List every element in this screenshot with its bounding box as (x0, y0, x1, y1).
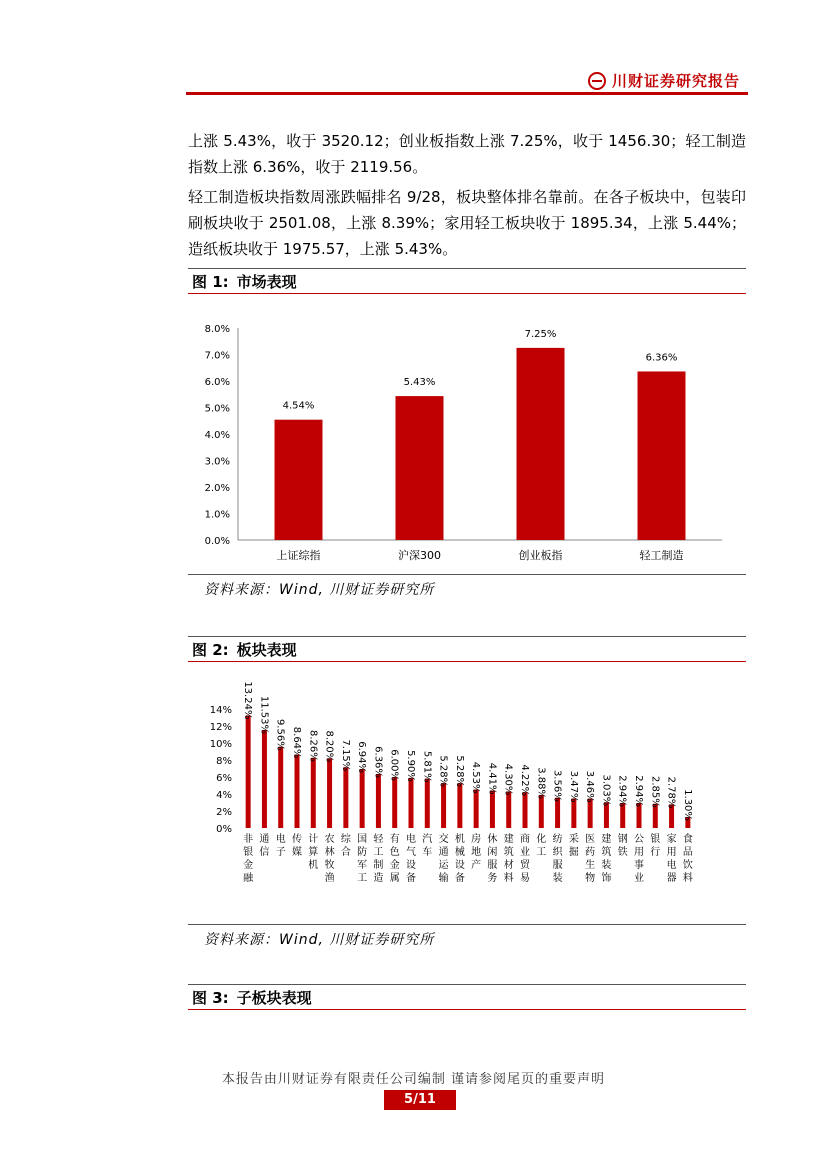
figure-2-title: 板块表现 (236, 640, 297, 659)
bar (539, 795, 544, 828)
x-tick-label: 家用电器 (666, 834, 677, 884)
x-tick-label: 通信 (259, 834, 270, 858)
data-label: 5.43% (403, 377, 436, 389)
x-tick-label: 综合 (340, 834, 351, 858)
bar (311, 758, 316, 828)
x-tick-label: 电子 (275, 834, 286, 858)
bar (523, 792, 528, 828)
bar (638, 371, 686, 540)
figure-2-number: 图 2: (192, 640, 229, 659)
x-tick-label: 食品饮料 (682, 834, 693, 884)
data-label: 8.20% (323, 730, 335, 763)
bar (278, 747, 283, 828)
data-label: 6.36% (645, 352, 678, 364)
x-tick-label: 医药生物 (585, 834, 596, 884)
data-label: 1.30% (681, 789, 693, 821)
data-label: 3.88% (535, 767, 547, 800)
data-label: 5.28% (437, 755, 449, 788)
x-tick-label: 创业板指 (518, 549, 563, 562)
page-number: 5/11 (384, 1090, 456, 1110)
data-label: 2.85% (649, 775, 661, 808)
data-label: 4.41% (486, 762, 498, 795)
x-tick-label: 建筑材料 (503, 834, 514, 884)
y-tick-label: 12% (209, 722, 232, 733)
x-tick-label: 交通运输 (438, 834, 449, 884)
x-tick-label: 房地产 (471, 834, 482, 871)
x-tick-label: 纺织服装 (552, 834, 563, 884)
x-tick-label: 国防军工 (357, 834, 368, 884)
data-label: 7.25% (524, 328, 557, 340)
bar (517, 348, 565, 540)
sector-performance-chart (188, 664, 746, 922)
x-tick-label: 采掘 (568, 834, 579, 858)
figure-1-heading (188, 268, 746, 294)
figure-1-title: 市场表现 (236, 272, 297, 291)
y-tick-label: 2.0% (204, 483, 230, 494)
report-header (588, 70, 740, 91)
bar (409, 778, 414, 828)
data-label: 3.46% (584, 770, 596, 803)
y-tick-label: 0.0% (204, 536, 230, 547)
x-tick-label: 银行 (650, 834, 661, 858)
y-tick-label: 2% (216, 807, 232, 818)
bar (327, 758, 332, 828)
y-tick-label: 1.0% (204, 509, 230, 521)
x-tick-label: 建筑装饰 (601, 834, 612, 884)
company-logo-icon (588, 72, 606, 90)
x-tick-label: 传媒 (292, 834, 302, 858)
bar (396, 396, 444, 540)
data-label: 8.26% (307, 730, 319, 762)
y-tick-label: 10% (209, 739, 232, 750)
data-label: 11.53% (258, 695, 270, 734)
data-label: 4.22% (519, 764, 530, 797)
x-tick-label: 轻工制造 (639, 549, 684, 562)
figure-1-source: 资料来源：Wind, 川财证券研究所 (188, 574, 746, 599)
figure-3-heading (188, 984, 746, 1010)
y-tick-label: 3.0% (204, 456, 230, 468)
data-label: 8.64% (291, 726, 302, 759)
y-tick-label: 5.0% (204, 403, 230, 415)
figure-3-number: 图 3: (192, 988, 229, 1007)
bar (246, 715, 251, 828)
bar (376, 774, 381, 828)
data-label: 6.00% (388, 749, 400, 781)
x-tick-label: 农林牧渔 (324, 834, 335, 884)
figure-1-number: 图 1: (192, 272, 229, 291)
x-tick-label: 化工 (536, 834, 547, 858)
figure-2-source: 资料来源：Wind, 川财证券研究所 (188, 924, 746, 949)
x-tick-label: 商业贸易 (520, 834, 530, 884)
data-label: 5.81% (421, 750, 433, 783)
y-tick-label: 8.0% (204, 324, 230, 335)
bar (425, 779, 430, 828)
bar (457, 783, 462, 828)
bar (441, 783, 446, 828)
data-label: 3.47% (567, 770, 579, 803)
footer-disclaimer: 本报告由川财证券有限责任公司编制 谨请参阅尾页的重要声明 (221, 1072, 606, 1087)
paragraph-2: 轻工制造板块指数周涨跌幅排名 9/28，板块整体排名靠前。在各子板块中，包装印刷板块收于 2501.08，上涨 8.39%；家用轻工板块收于 1895.34，上涨 5.44%；造纸板块收于 1975.57，上涨 5.43%。 (188, 188, 746, 258)
data-label: 7.15% (339, 739, 351, 772)
bar (392, 777, 397, 828)
y-tick-label: 6.0% (204, 377, 230, 388)
bar (474, 789, 479, 828)
data-label: 5.28% (453, 755, 465, 788)
x-tick-label: 轻工制造 (373, 834, 384, 884)
y-tick-label: 14% (209, 705, 232, 716)
x-tick-label: 钢铁 (617, 834, 628, 858)
data-label: 4.54% (282, 400, 315, 412)
data-label: 2.94% (633, 775, 644, 808)
header-title: 川财证券研究报告 (612, 72, 741, 90)
data-label: 6.94% (356, 741, 368, 774)
x-tick-label: 有色金属 (389, 834, 400, 884)
data-label: 4.53% (470, 761, 482, 794)
x-tick-label: 计算机 (308, 834, 319, 871)
bar (262, 730, 267, 828)
bar (295, 755, 300, 828)
data-label: 9.56% (274, 718, 286, 751)
y-tick-label: 4% (216, 790, 232, 801)
market-performance-chart (188, 296, 746, 574)
y-tick-label: 7.0% (204, 350, 230, 362)
data-label: 6.36% (372, 746, 384, 778)
bar (360, 769, 365, 828)
bar (275, 420, 323, 540)
x-tick-label: 上证综指 (276, 549, 321, 562)
data-label: 3.03% (600, 774, 612, 807)
bar (571, 799, 576, 828)
y-tick-label: 6% (216, 773, 232, 784)
data-label: 3.56% (551, 769, 563, 802)
data-label: 2.78% (665, 776, 677, 809)
figure-2-heading (188, 636, 746, 662)
x-tick-label: 公用事业 (634, 834, 644, 884)
x-tick-label: 电气设备 (406, 834, 416, 884)
bar (555, 798, 560, 828)
bar (506, 791, 511, 828)
header-divider (186, 92, 748, 95)
paragraph-1: 上涨 5.43%，收于 3520.12；创业板指数上涨 7.25%，收于 1456.30；轻工制造指数上涨 6.36%，收于 2119.56。 (188, 132, 746, 176)
data-label: 13.24% (242, 681, 254, 720)
figure-3-title: 子板块表现 (236, 988, 312, 1007)
x-tick-label: 汽车 (422, 834, 433, 858)
data-label: 4.30% (502, 763, 514, 796)
bar (490, 791, 495, 828)
data-label: 5.90% (405, 750, 416, 782)
y-tick-label: 8% (216, 756, 232, 767)
data-label: 2.94% (616, 775, 628, 808)
x-tick-label: 非银金融 (243, 834, 254, 884)
bar (343, 767, 348, 828)
x-tick-label: 沪深300 (398, 549, 441, 562)
x-tick-label: 机械设备 (454, 834, 465, 884)
y-tick-label: 4.0% (204, 430, 230, 441)
x-tick-label: 休闲服务 (487, 834, 498, 884)
y-tick-label: 0% (216, 824, 232, 835)
bar (588, 799, 593, 828)
